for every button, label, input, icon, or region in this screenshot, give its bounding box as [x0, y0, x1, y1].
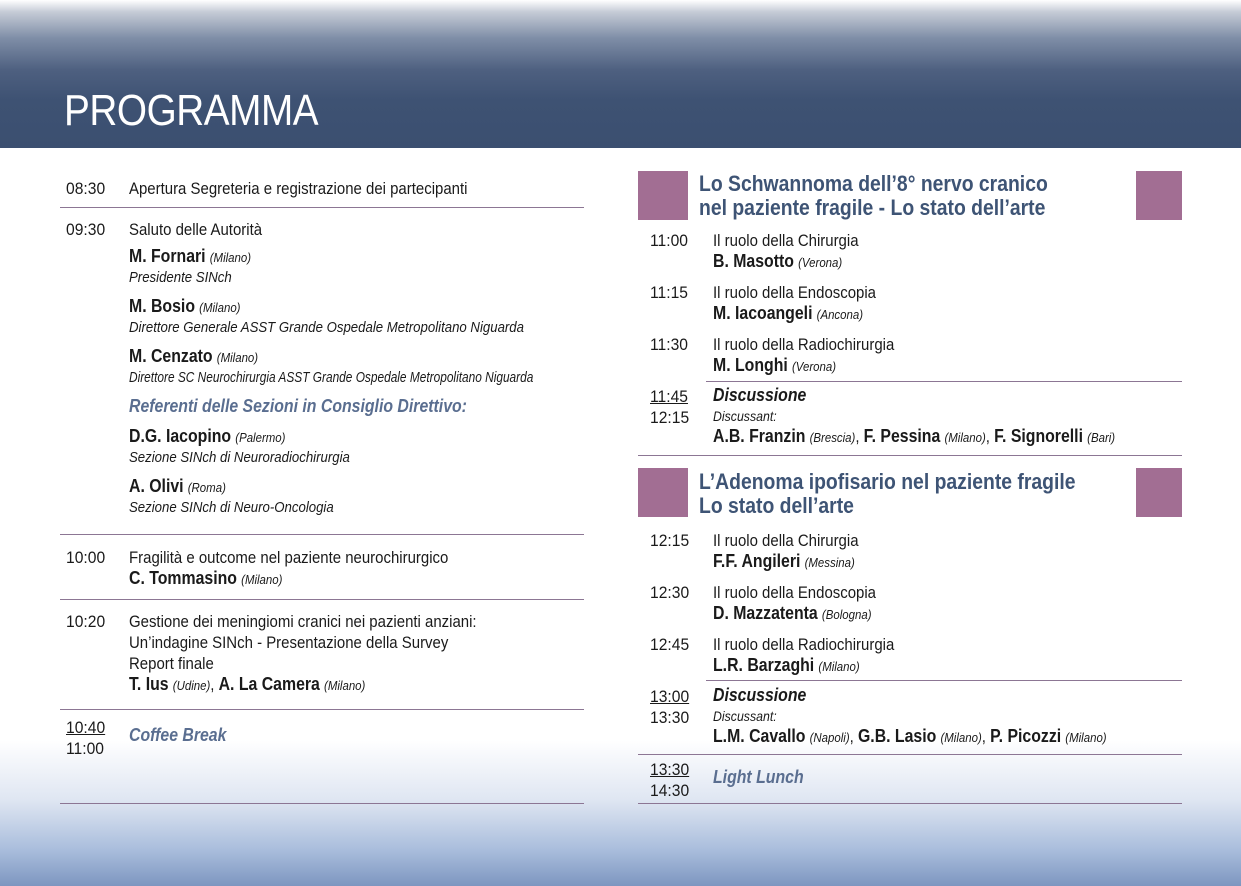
item-meningiomi: [129, 611, 477, 696]
divider: [706, 680, 1182, 681]
talk-time: 11:00: [650, 231, 688, 250]
discussant-name: A.B. Franzin: [713, 426, 806, 446]
time-start: 10:40: [66, 718, 106, 737]
talk: [713, 530, 859, 573]
speaker-role: Presidente SINch: [129, 269, 232, 286]
divider: [638, 455, 1182, 456]
divider: [638, 754, 1182, 755]
discussant-name: L.M. Cavallo: [713, 726, 806, 746]
speaker-role: Sezione SINch di Neuro-Oncologia: [129, 499, 334, 516]
coffee-break-label: Coffee Break: [129, 725, 227, 745]
discussion-title: Discussione: [713, 685, 807, 705]
speaker-city: (Milano): [199, 300, 241, 315]
talk: [713, 582, 876, 625]
speaker-name: M. Fornari: [129, 246, 206, 266]
speaker-city: (Bologna): [821, 607, 872, 622]
talk-title-line: Gestione dei meningiomi cranici nei pazienti anziani:: [129, 612, 477, 631]
time-start: 13:00: [650, 687, 690, 706]
discussant-name: F. Pessina: [863, 426, 941, 446]
light-lunch-label: Light Lunch: [713, 767, 804, 787]
discussant-city: (Bari): [1087, 430, 1116, 445]
referenti-title: [129, 396, 467, 417]
time-end: 13:30: [650, 708, 690, 727]
session-accent-left: [638, 468, 688, 517]
talk: [713, 334, 894, 377]
speaker-name: D.G. Iacopino: [129, 426, 232, 446]
separator: ,: [849, 727, 858, 746]
speaker-city: (Milano): [241, 572, 283, 587]
talk-topic: Il ruolo della Endoscopia: [713, 583, 877, 602]
divider: [706, 381, 1182, 382]
speaker-name: M. Iacoangeli: [713, 303, 813, 323]
lunch-time: [650, 759, 689, 801]
separator: ,: [981, 727, 991, 746]
speaker-name: L.R. Barzaghi: [713, 655, 815, 675]
discussant-name: P. Picozzi: [990, 726, 1062, 746]
discussion: [713, 385, 1115, 448]
talk: [713, 282, 876, 325]
divider: [60, 599, 584, 600]
discussant-city: (Milano): [1065, 730, 1107, 745]
separator: ,: [985, 427, 995, 446]
discussant-city: (Napoli): [809, 730, 850, 745]
talk-time: 12:45: [650, 635, 690, 654]
talk-time: 11:15: [650, 283, 688, 302]
session-title-line: nel paziente fragile - Lo stato dell’arte: [699, 195, 1046, 220]
speaker-role: Direttore SC Neurochirurgia ASST Grande Ospedale Metropolitano Niguarda: [129, 369, 534, 386]
session-accent-right: [1136, 171, 1182, 220]
discussion-title: Discussione: [713, 385, 807, 405]
speaker-name: T. Ius: [129, 674, 169, 694]
session-title-line: Lo stato dell’arte: [699, 493, 854, 518]
separator: ,: [210, 675, 219, 694]
speaker-role: Sezione SINch di Neuroradiochirurgia: [129, 449, 350, 466]
talk-topic: Il ruolo della Chirurgia: [713, 531, 859, 550]
talk: [713, 230, 859, 273]
speaker: [129, 296, 524, 337]
speaker-name: B. Masotto: [713, 251, 794, 271]
discussion-time: [650, 686, 689, 728]
speaker-city: (Ancona): [816, 307, 864, 322]
discussant-name: F. Signorelli: [994, 426, 1083, 446]
divider: [60, 709, 584, 710]
talk: [713, 634, 894, 677]
time-end: 14:30: [650, 781, 690, 800]
discussant-name: G.B. Lasio: [857, 726, 937, 746]
session-title: [699, 470, 1076, 518]
item-greetings: Saluto delle Autorità: [129, 220, 263, 239]
speaker-city: (Milano): [324, 678, 366, 693]
speaker: [129, 426, 350, 467]
speaker: [129, 246, 251, 287]
page-header: [0, 0, 1241, 148]
time-coffee: [66, 717, 105, 759]
speaker-name: M. Cenzato: [129, 346, 213, 366]
talk-topic: Il ruolo della Chirurgia: [713, 231, 859, 250]
talk-topic: Il ruolo della Endoscopia: [713, 283, 877, 302]
discussant-city: (Milano): [940, 730, 982, 745]
speaker-city: (Palermo): [235, 430, 286, 445]
talk-title-line: Un’indagine SINch - Presentazione della Survey: [129, 633, 449, 652]
speaker-city: (Milano): [209, 250, 252, 265]
session-accent-right: [1136, 468, 1182, 517]
speaker-city: (Milano): [818, 659, 860, 674]
speaker-name: A. Olivi: [129, 476, 184, 496]
time-1020: 10:20: [66, 612, 106, 631]
speaker-name: A. La Camera: [218, 674, 320, 694]
speaker-city: (Verona): [798, 255, 843, 270]
speaker: [129, 346, 578, 387]
divider: [60, 803, 584, 804]
divider: [60, 207, 584, 208]
speaker-name: D. Mazzatenta: [713, 603, 818, 623]
session-title: [699, 172, 1048, 220]
speaker-name: M. Longhi: [713, 355, 788, 375]
talk-topic: Il ruolo della Radiochirurgia: [713, 635, 895, 654]
referenti-heading: Referenti delle Sezioni in Consiglio Direttivo:: [129, 396, 467, 416]
talk-topic: Il ruolo della Radiochirurgia: [713, 335, 895, 354]
time-start: 11:45: [650, 387, 688, 406]
talk-title-line: Report finale: [129, 654, 214, 673]
item-fragility: [129, 547, 448, 590]
talk-time: 11:30: [650, 335, 688, 354]
speaker-city: (Udine): [172, 678, 211, 693]
item-opening: Apertura Segreteria e registrazione dei partecipanti: [129, 179, 468, 198]
time-end: 12:15: [650, 408, 690, 427]
speaker-name: C. Tommasino: [129, 568, 237, 588]
session-title-line: Lo Schwannoma dell’8° nervo cranico: [699, 171, 1048, 196]
session-title-line: L’Adenoma ipofisario nel paziente fragile: [699, 469, 1076, 494]
time-1000: 10:00: [66, 548, 106, 567]
time-start: 13:30: [650, 760, 690, 779]
speaker-city: (Roma): [187, 480, 226, 495]
talk-time: 12:15: [650, 531, 690, 550]
discussant-label: Discussant:: [713, 708, 777, 724]
speaker: [129, 476, 334, 517]
coffee-break: [129, 725, 226, 746]
speaker-name: M. Bosio: [129, 296, 195, 316]
time-end: 11:00: [66, 739, 104, 758]
discussant-city: (Milano): [944, 430, 986, 445]
time-0830: 08:30: [66, 179, 106, 198]
speaker-city: (Messina): [804, 555, 855, 570]
speaker-name: F.F. Angileri: [713, 551, 801, 571]
talk-time: 12:30: [650, 583, 690, 602]
speaker-city: (Milano): [216, 350, 259, 365]
discussion-time: [650, 386, 689, 428]
talk-title: Fragilità e outcome nel paziente neurochirurgico: [129, 548, 449, 567]
speaker-city: (Verona): [791, 359, 837, 374]
discussant-label: Discussant:: [713, 408, 777, 424]
session-accent-left: [638, 171, 688, 220]
divider: [60, 534, 584, 535]
divider: [638, 803, 1182, 804]
light-lunch: [713, 767, 804, 788]
time-0930: 09:30: [66, 220, 106, 239]
speaker-role: Direttore Generale ASST Grande Ospedale Metropolitano Niguarda: [129, 319, 524, 336]
discussion: [713, 685, 1107, 748]
separator: ,: [855, 427, 864, 446]
discussant-city: (Brescia): [809, 430, 856, 445]
page-title: PROGRAMMA: [64, 86, 319, 135]
